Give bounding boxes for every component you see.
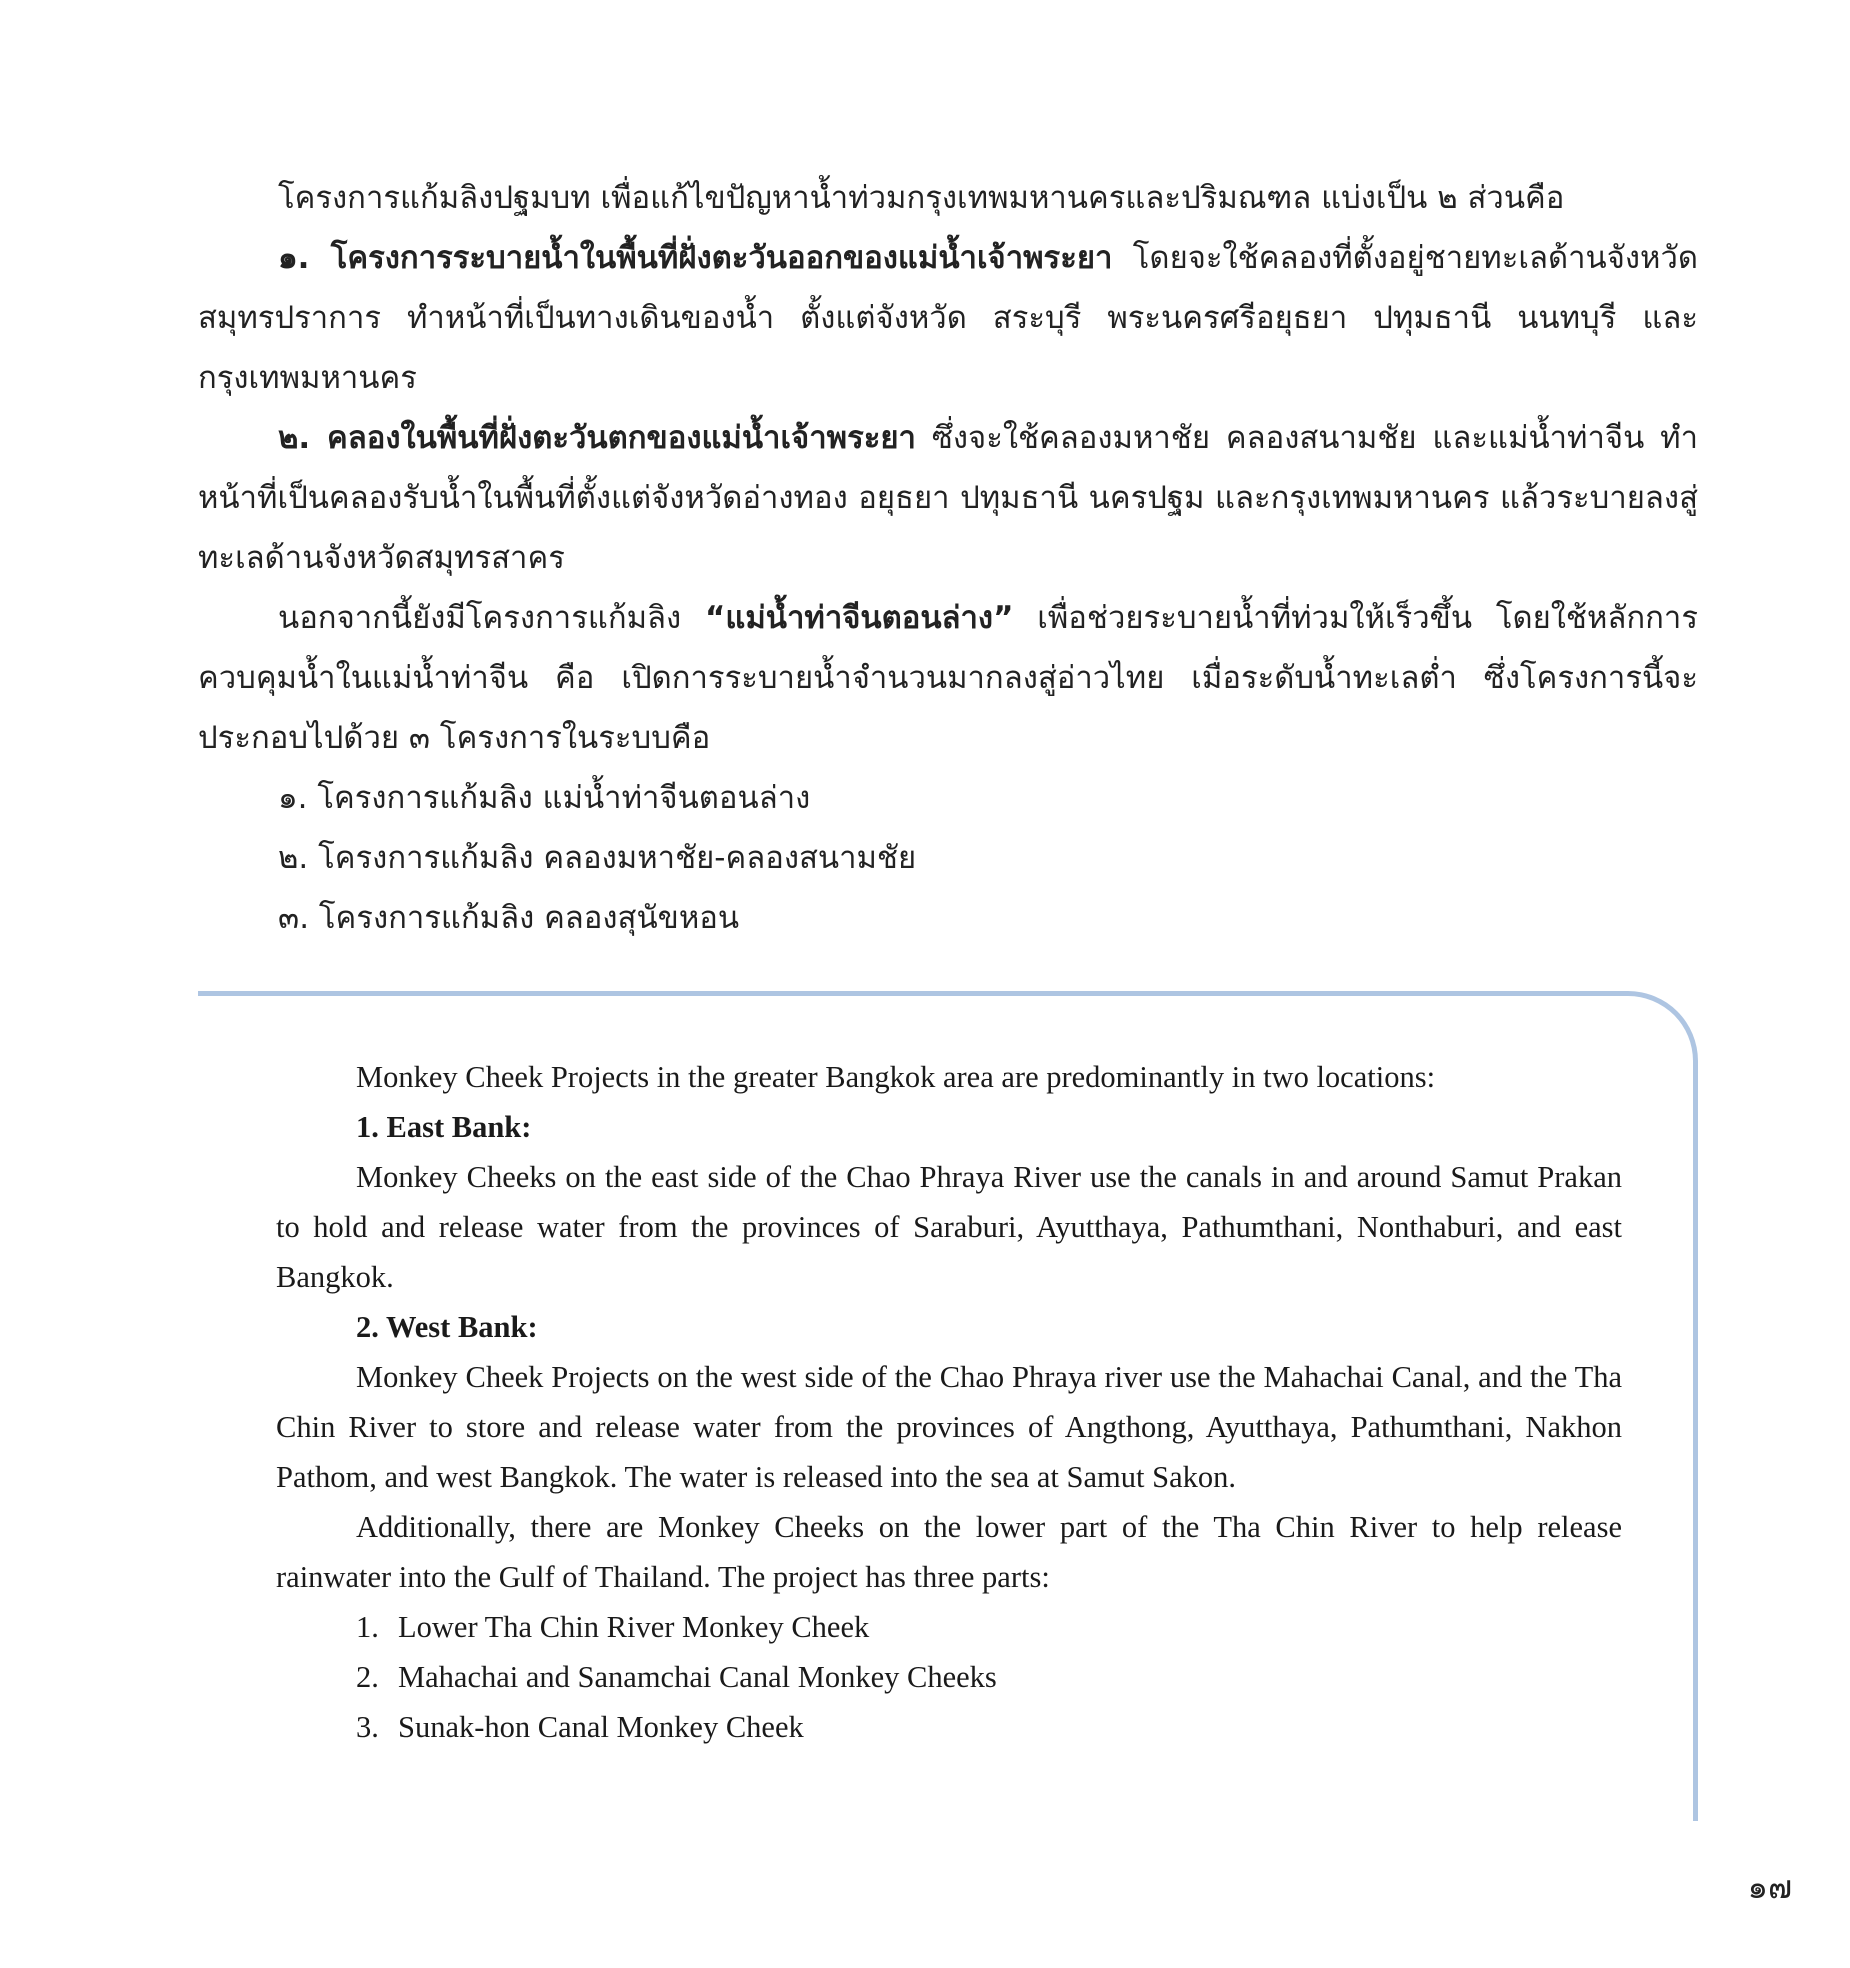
page-number: ๑๗ bbox=[1747, 1868, 1792, 1906]
english-list-number: 1. bbox=[356, 1610, 379, 1644]
english-list-item-3 bbox=[276, 1702, 1622, 1752]
thai-extra-pre: นอกจากนี้ยังมีโครงการแก้มลิง bbox=[278, 600, 705, 636]
thai-section bbox=[198, 168, 1698, 948]
thai-item-1-body: โดยจะใช้คลองที่ตั้งอยู่ชายทะเลด้านจังหวัดสมุทรปราการ ทำหน้าที่เป็นทางเดินของน้ำ ตั้งแต่จังหวัด สระบุรี พระนครศรีอยุธยา ปทุมธานี นนทบุรี และกรุงเทพมหานคร bbox=[198, 240, 1698, 396]
thai-intro-paragraph: โครงการแก้มลิงปฐมบท เพื่อแก้ไขปัญหาน้ำท่วมกรุงเทพมหานครและปริมณฑล แบ่งเป็น ๒ ส่วนคือ bbox=[278, 180, 1565, 216]
english-list-number: 3. bbox=[356, 1710, 379, 1744]
additional-paragraph: Additionally, there are Monkey Cheeks on the lower part of the Tha Chin River to help release rainwater into the Gulf of Thailand. The project has three parts: bbox=[276, 1510, 1622, 1594]
thai-extra-paragraph bbox=[198, 588, 1698, 768]
english-list-text: Sunak-hon Canal Monkey Cheek bbox=[398, 1710, 804, 1744]
thai-extra-post: เพื่อช่วยระบายน้ำที่ท่วมให้เร็วขึ้น โดยใช้หลักการควบคุมน้ำในแม่น้ำท่าจีน คือ เปิดการระบายน้ำจำนวนมากลงสู่อ่าวไทย เมื่อระดับน้ำทะเลต่ำ ซึ่งโครงการนี้จะประกอบไปด้วย ๓ โครงการในระบบคือ bbox=[198, 600, 1698, 756]
east-bank-heading: 1. East Bank: bbox=[356, 1110, 532, 1144]
west-bank-paragraph: Monkey Cheek Projects on the west side of the Chao Phraya river use the Mahachai Canal, and the Tha Chin River to store and release water from the provinces of Angthong, Ayutthaya, Pathumthani, Nakhon Pathom, and west Bangkok. The water is released into the sea at Samut Sakon. bbox=[276, 1360, 1622, 1494]
english-list-item-1 bbox=[276, 1602, 1622, 1652]
english-list-item-2 bbox=[276, 1652, 1622, 1702]
east-bank-paragraph: Monkey Cheeks on the east side of the Chao Phraya River use the canals in and around Samut Prakan to hold and release water from the provinces of Saraburi, Ayutthaya, Pathumthani, Nonthaburi, and east Bangkok. bbox=[276, 1160, 1622, 1294]
english-section bbox=[276, 1052, 1622, 1752]
thai-item-2-body: ซึ่งจะใช้คลองมหาชัย คลองสนามชัย และแม่น้ำท่าจีน ทำหน้าที่เป็นคลองรับน้ำในพื้นที่ตั้งแต่จังหวัดอ่างทอง อยุธยา ปทุมธานี นครปฐม และกรุงเทพมหานคร แล้วระบายลงสู่ทะเลด้านจังหวัดสมุทรสาคร bbox=[198, 420, 1698, 576]
thai-list-item-3: ๓. โครงการแก้มลิง คลองสุนัขหอน bbox=[278, 900, 740, 936]
thai-list-item-1: ๑. โครงการแก้มลิง แม่น้ำท่าจีนตอนล่าง bbox=[278, 780, 811, 816]
english-list-number: 2. bbox=[356, 1660, 379, 1694]
thai-item-2-heading: ๒. คลองในพื้นที่ฝั่งตะวันตกของแม่น้ำเจ้าพระยา bbox=[278, 420, 916, 456]
west-bank-heading: 2. West Bank: bbox=[356, 1310, 538, 1344]
thai-item-1-heading: ๑. โครงการระบายน้ำในพื้นที่ฝั่งตะวันออกของแม่น้ำเจ้าพระยา bbox=[278, 240, 1113, 276]
english-list-text: Mahachai and Sanamchai Canal Monkey Cheeks bbox=[398, 1660, 997, 1694]
english-list-text: Lower Tha Chin River Monkey Cheek bbox=[398, 1610, 870, 1644]
thai-extra-bold: “แม่น้ำท่าจีนตอนล่าง” bbox=[705, 600, 1014, 636]
thai-item-2-paragraph bbox=[198, 408, 1698, 588]
thai-item-1-paragraph bbox=[198, 228, 1698, 408]
english-intro-paragraph: Monkey Cheek Projects in the greater Bangkok area are predominantly in two locations: bbox=[356, 1060, 1436, 1094]
thai-list-item-2: ๒. โครงการแก้มลิง คลองมหาชัย-คลองสนามชัย bbox=[278, 840, 917, 876]
